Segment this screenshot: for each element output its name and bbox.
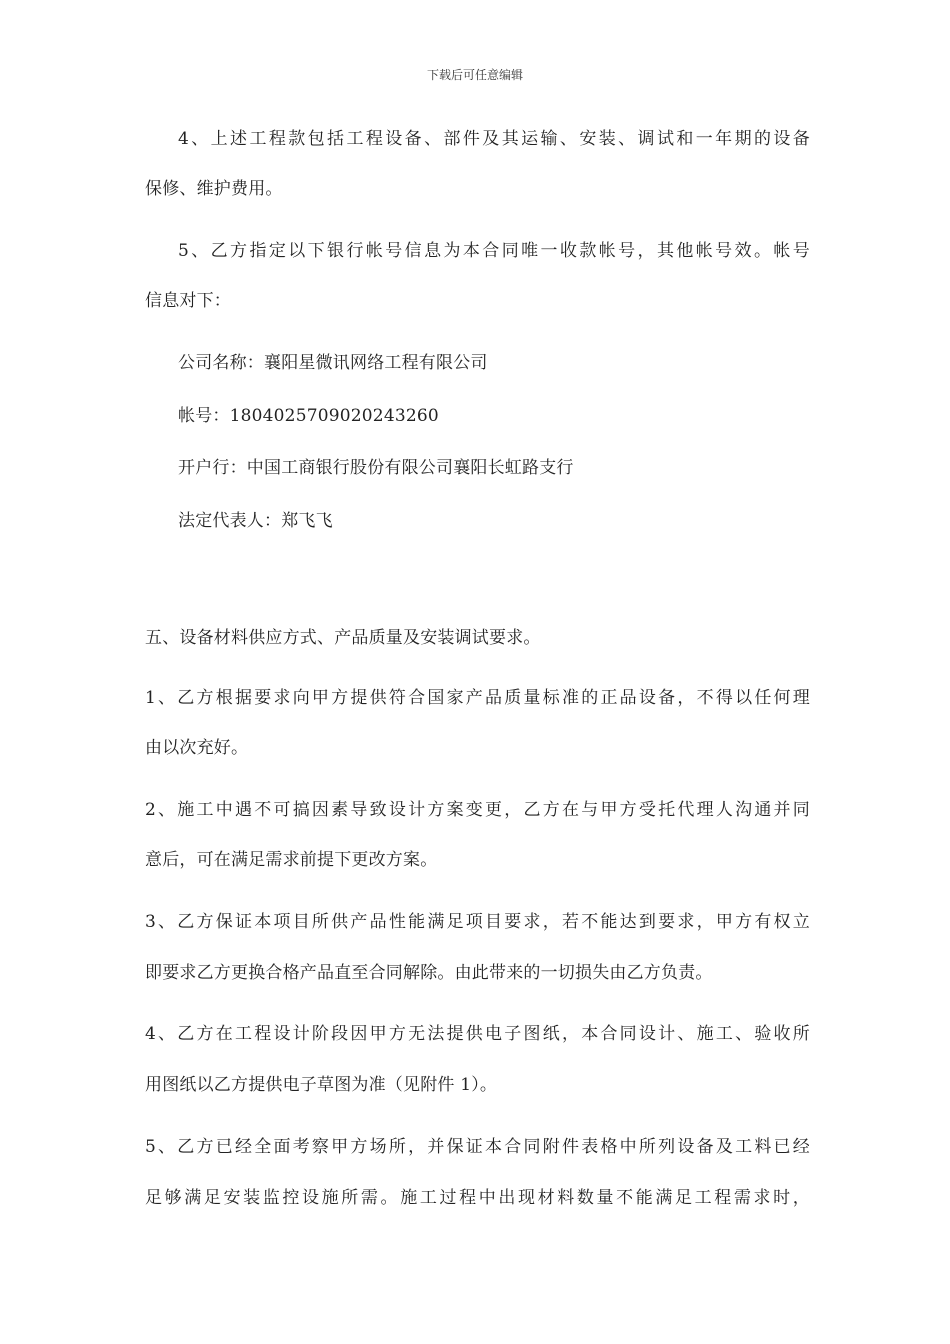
item-5-line-2: 足够满足安装监控设施所需。施工过程中出现材料数量不能满足工程需求时， xyxy=(145,1188,810,1208)
paragraph-5-line-2: 信息对下： xyxy=(145,291,231,311)
legal-representative: 法定代表人：郑飞飞 xyxy=(178,511,333,531)
item-5-line-1: 5、乙方已经全面考察甲方场所，并保证本合同附件表格中所列设备及工料已经 xyxy=(145,1137,810,1157)
header-note: 下载后可任意编辑 xyxy=(426,68,523,82)
paragraph-5-line-1: 5、乙方指定以下银行帐号信息为本合同唯一收款帐号，其他帐号效。帐号 xyxy=(178,241,810,261)
item-2-line-2: 意后，可在满足需求前提下更改方案。 xyxy=(145,850,438,870)
item-1-line-1: 1、乙方根据要求向甲方提供符合国家产品质量标准的正品设备，不得以任何理 xyxy=(145,688,810,708)
paragraph-4-line-1: 4、上述工程款包括工程设备、部件及其运输、安装、调试和一年期的设备 xyxy=(178,129,810,149)
item-3-line-2: 即要求乙方更换合格产品直至合同解除。由此带来的一切损失由乙方负责。 xyxy=(145,963,713,983)
item-1-line-2: 由以次充好。 xyxy=(145,738,249,758)
bank-branch: 开户行：中国工商银行股份有限公司襄阳长虹路支行 xyxy=(178,458,574,478)
item-3-line-1: 3、乙方保证本项目所供产品性能满足项目要求，若不能达到要求，甲方有权立 xyxy=(145,912,810,932)
section-5-title: 五、设备材料供应方式、产品质量及安装调试要求。 xyxy=(145,628,541,648)
item-4-line-2: 用图纸以乙方提供电子草图为准（见附件 1）。 xyxy=(145,1075,498,1095)
item-4-line-1: 4、乙方在工程设计阶段因甲方无法提供电子图纸，本合同设计、施工、验收所 xyxy=(145,1024,810,1044)
item-2-line-1: 2、施工中遇不可搞因素导致设计方案变更，乙方在与甲方受托代理人沟通并同 xyxy=(145,800,810,820)
paragraph-4-line-2: 保修、维护费用。 xyxy=(145,179,283,199)
bank-company-name: 公司名称：襄阳星微讯网络工程有限公司 xyxy=(178,353,488,373)
bank-account-number: 帐号：1804025709020243260 xyxy=(178,406,439,426)
